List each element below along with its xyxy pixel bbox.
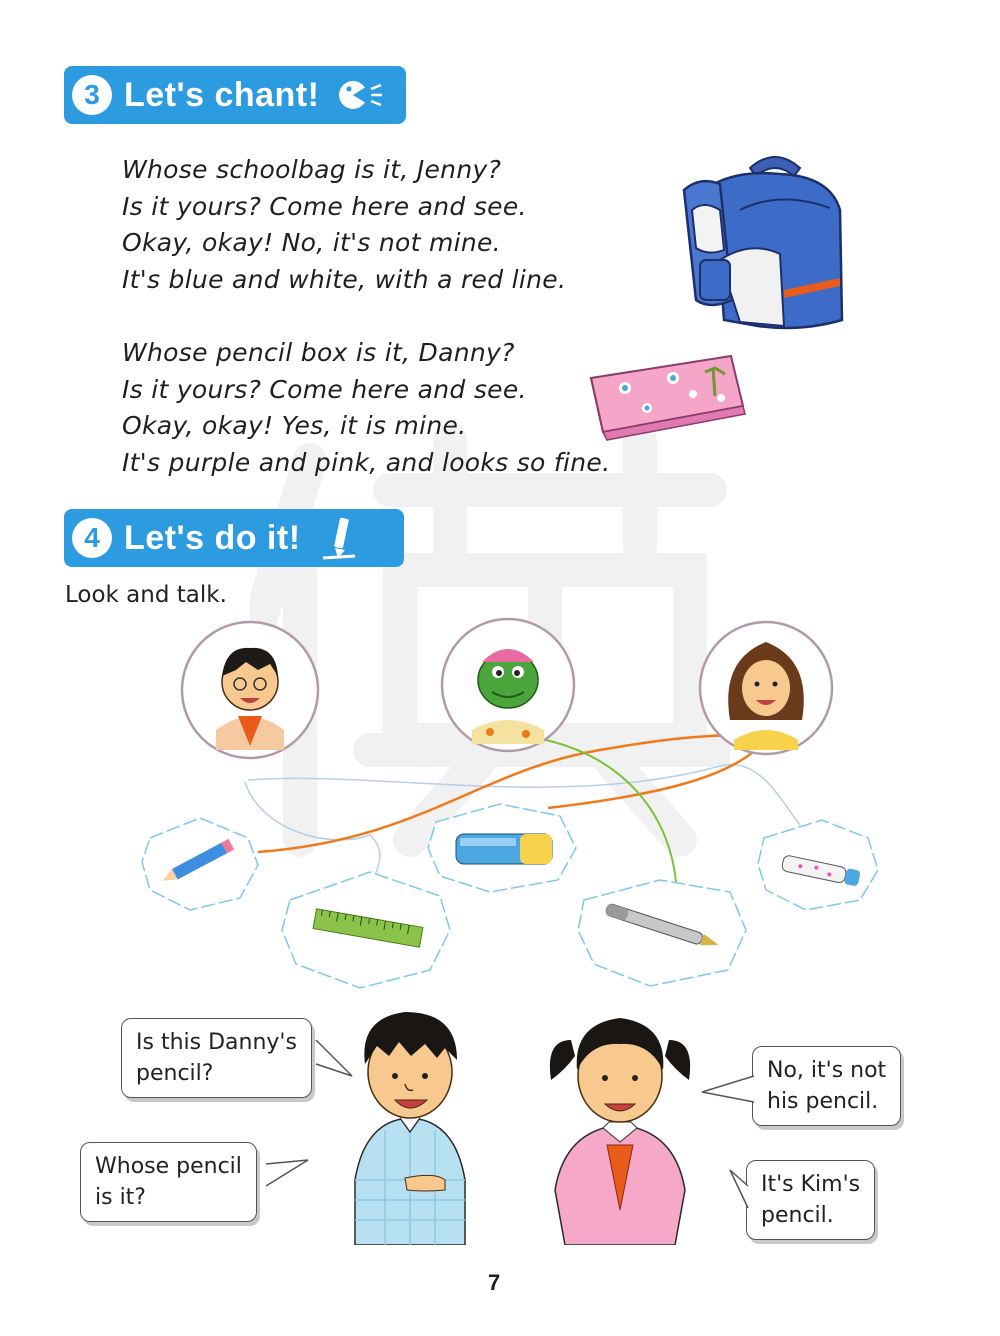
bubble-line: It's Kim's — [761, 1172, 861, 1197]
section-4-header — [64, 509, 404, 567]
chant-line: Okay, okay! Yes, it is mine. — [122, 411, 467, 440]
chant-line: Whose schoolbag is it, Jenny? — [122, 155, 502, 184]
matching-activity — [0, 600, 1000, 1010]
bubble-tail — [730, 1170, 748, 1208]
bubble-line: No, it's not — [767, 1058, 887, 1083]
schoolbag-image — [680, 150, 850, 340]
bubble-tails — [0, 1000, 1000, 1260]
chant-line: It's blue and white, with a red line. — [122, 264, 567, 294]
chant-verse-2 — [122, 335, 610, 481]
eraser-item — [428, 804, 576, 892]
bubble-line: Whose pencil — [95, 1154, 242, 1179]
girl-portrait-circle — [700, 622, 832, 754]
chant-mouth-icon — [335, 75, 385, 115]
instruction-text: Look and talk. — [65, 582, 227, 608]
bubble-line: Is this Danny's — [136, 1030, 297, 1055]
bubble-line: pencil. — [761, 1203, 834, 1228]
connector-line — [245, 782, 380, 875]
chant-line: Whose pencil box is it, Danny? — [122, 338, 515, 367]
bubble-line: pencil? — [136, 1061, 214, 1086]
marker-item — [758, 820, 878, 910]
turtle-portrait-circle — [442, 619, 574, 751]
chant-line: Is it yours? Come here and see. — [122, 191, 527, 221]
pencil-item — [142, 818, 258, 910]
chant-verse-1 — [122, 152, 566, 298]
section-3-header — [64, 66, 406, 124]
section-number: 4 — [72, 518, 112, 558]
pencil-box-image — [585, 348, 750, 443]
chant-line: Okay, okay! No, it's not mine. — [122, 228, 501, 257]
bubble-tail — [702, 1076, 754, 1102]
section-title: Let's chant! — [124, 75, 320, 114]
boy-portrait-circle — [182, 622, 318, 758]
bubble-line: is it? — [95, 1185, 146, 1210]
ruler-item — [282, 872, 450, 988]
bubble-line: his pencil. — [767, 1089, 879, 1114]
bubble-tail — [266, 1160, 308, 1186]
section-number: 3 — [72, 75, 112, 115]
chant-line: It's purple and pink, and looks so fine. — [122, 447, 611, 477]
pencil-writing-icon — [319, 516, 359, 560]
chant-line: Is it yours? Come here and see. — [122, 374, 527, 404]
page-number: 7 — [488, 1270, 501, 1295]
section-title: Let's do it! — [124, 518, 301, 557]
pen-item — [578, 880, 746, 986]
bubble-tail — [316, 1040, 352, 1076]
